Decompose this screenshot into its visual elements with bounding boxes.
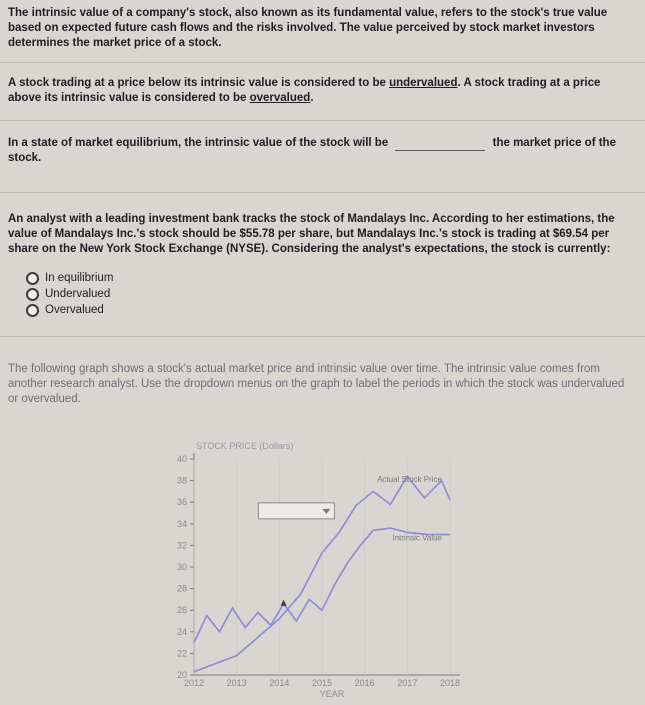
option-overvalued[interactable]: Overvalued [26, 302, 104, 318]
divider [0, 62, 645, 63]
x-tick-label: 2015 [311, 678, 333, 688]
stock-price-chart [150, 437, 480, 700]
chart-svg [150, 437, 480, 700]
option-in-equilibrium[interactable]: In equilibrium [26, 270, 113, 286]
y-tick-label: 40 [176, 454, 187, 464]
question3: The following graph shows a stock's actual market price and intrinsic value over time. The intrinsic value comes from another research analyst. Use the dropdown menus on the graph to label the periods in which the stock was undervalued or overvalued. [8, 363, 625, 405]
divider [0, 192, 645, 193]
y-tick-label: 24 [176, 626, 187, 637]
radio-button[interactable] [26, 272, 39, 285]
intro-paragraph: The intrinsic value of a company's stock, also known as its fundamental value, refers to the stock's true value based on expected future cash flows and the risks involved. The value perceived by stock market investors determines the market price of a stock. [8, 7, 608, 49]
point-marker-icon [281, 600, 287, 606]
intrinsic-value-label: Intrinsic Value [392, 533, 442, 543]
x-axis-label: YEAR [319, 689, 345, 699]
y-tick-label: 22 [176, 648, 187, 659]
y-tick-label: 34 [176, 518, 187, 529]
y-tick-label: 28 [176, 583, 187, 594]
y-tick-label: 30 [176, 562, 187, 572]
question1: In a state of market equilibrium, the intrinsic value of the stock will be the market price of the stock. [8, 137, 616, 164]
x-tick-label: 2012 [183, 678, 205, 688]
x-tick-label: 2017 [397, 678, 418, 688]
y-tick-label: 38 [176, 475, 187, 486]
y-tick-label: 36 [176, 497, 187, 508]
actual-price-label: Actual Stock Price [377, 475, 442, 485]
y-tick-label: 26 [176, 605, 187, 616]
x-tick-label: 2016 [354, 678, 375, 688]
chart-title: STOCK PRICE (Dollars) [196, 441, 294, 451]
radio-button[interactable] [26, 288, 39, 301]
option-undervalued[interactable]: Undervalued [26, 286, 110, 302]
radio-button[interactable] [26, 304, 39, 317]
equilibrium-dropdown[interactable] [395, 150, 485, 151]
y-tick-label: 32 [176, 540, 187, 551]
y-tick-label: 20 [176, 670, 187, 680]
divider [0, 120, 645, 121]
divider [0, 336, 645, 337]
period-dropdown[interactable] [258, 503, 334, 519]
question2: An analyst with a leading investment bank tracks the stock of Mandalays Inc. According to her estimations, the value of Mandalays Inc.'s stock should be $55.78 per share, but Mandalays Inc.'s stock is trading at $69.54 per share on the New York Stock Exchange (NYSE). Considering the analyst's expectations, the stock is currently: [8, 213, 615, 255]
x-tick-label: 2013 [226, 678, 247, 688]
x-tick-label: 2018 [439, 678, 461, 688]
x-tick-label: 2014 [269, 678, 290, 688]
valuation-paragraph: A stock trading at a price below its intrinsic value is considered to be undervalued. A stock trading at a price above its intrinsic value is considered to be overvalued. [8, 77, 601, 104]
